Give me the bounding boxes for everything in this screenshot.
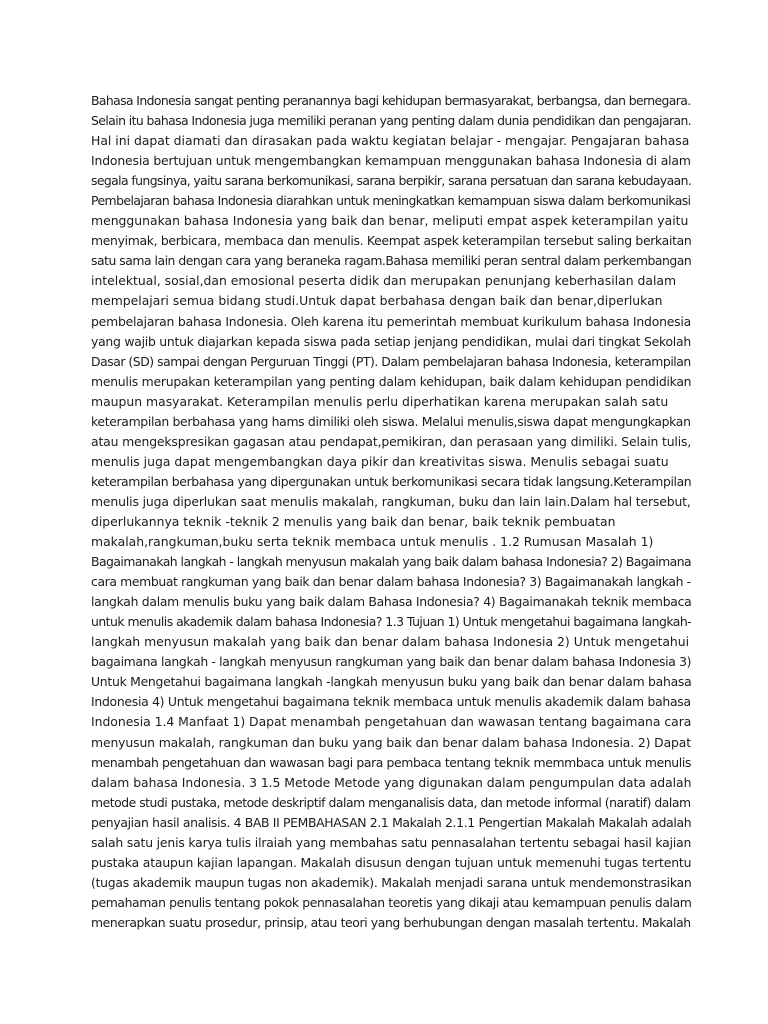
text-line: menulis merupakan keterampilan yang penting dalam kehidupan, baik dalam kehidupan pendidikan <box>91 373 691 389</box>
text-line: menyusun makalah, rangkuman dan buku yang baik dan benar dalam bahasa Indonesia. 2) Dapat <box>91 734 691 750</box>
text-line: menulis juga dapat mengembangkan daya pikir dan kreativitas siswa. Menulis sebagai suatu <box>91 453 669 469</box>
text-line: langkah menyusun makalah yang baik dan benar dalam bahasa Indonesia 2) Untuk mengetahui <box>91 634 690 650</box>
text-line: diperlukannya teknik -teknik 2 menulis yang baik dan benar, baik teknik pembuatan <box>91 513 616 529</box>
text-line: keterampilan berbahasa yang dipergunakan untuk berkomunikasi secara tidak langsung.Keterampilan <box>91 473 691 489</box>
text-line: menambah pengetahuan dan wawasan bagi para pembaca tentang teknik memmbaca untuk menulis <box>91 754 691 770</box>
text-line: (tugas akademik maupun tugas non akademik). Makalah menjadi sarana untuk mendemonstrasikan <box>91 874 691 890</box>
text-line: keterampilan berbahasa yang hams dimiliki oleh siswa. Melalui menulis,siswa dapat mengungkapkan <box>91 413 691 429</box>
text-line: Bagaimanakah langkah - langkah menyusun makalah yang baik dalam bahasa Indonesia? 2) Bagaimana <box>91 554 691 570</box>
text-line: Indonesia 1.4 Manfaat 1) Dapat menambah pengetahuan dan wawasan tentang bagaimana cara <box>91 714 691 730</box>
text-line: Dasar (SD) sampai dengan Perguruan Tinggi (PT). Dalam pembelajaran bahasa Indonesia, keterampilan <box>91 353 691 369</box>
text-line: Selain itu bahasa Indonesia juga memiliki peranan yang penting dalam dunia pendidikan dan pengajaran. <box>91 113 691 129</box>
text-line: atau mengekspresikan gagasan atau pendapat,pemikiran, dan perasaan yang dimiliki. Selain tulis, <box>91 433 691 449</box>
text-line: langkah dalam menulis buku yang baik dalam Bahasa Indonesia? 4) Bagaimanakah teknik membaca <box>91 594 691 610</box>
text-line: menggunakan bahasa Indonesia yang baik dan benar, meliputi empat aspek keterampilan yaitu <box>91 213 689 229</box>
text-line: Indonesia bertujuan untuk mengembangkan kemampuan menggunakan bahasa Indonesia di alam <box>91 153 691 169</box>
text-line: Hal ini dapat diamati dan dirasakan pada waktu kegiatan belajar - mengajar. Pengajaran bahasa <box>91 133 690 149</box>
text-line: metode studi pustaka, metode deskriptif dalam menganalisis data, dan metode informal (naratif) dalam <box>91 794 691 810</box>
text-line: untuk menulis akademik dalam bahasa Indonesia? 1.3 Tujuan 1) Untuk mengetahui bagaimana langkah- <box>91 614 691 630</box>
text-line: penyajian hasil analisis. 4 BAB II PEMBAHASAN 2.1 Makalah 2.1.1 Pengertian Makalah Makalah adalah <box>91 814 691 830</box>
text-line: Bahasa Indonesia sangat penting peranannya bagi kehidupan bermasyarakat, berbangsa, dan bernegara. <box>91 93 691 108</box>
text-line: menulis juga diperlukan saat menulis makalah, rangkuman, buku dan lain lain.Dalam hal tersebut, <box>91 493 691 509</box>
text-line: Pembelajaran bahasa Indonesia diarahkan untuk meningkatkan kemampuan siswa dalam berkomunikasi <box>91 193 691 209</box>
text-line: Indonesia 4) Untuk mengetahui bagaimana teknik membaca untuk menulis akademik dalam bahasa <box>91 694 691 710</box>
text-line: bagaimana langkah - langkah menyusun rangkuman yang baik dan benar dalam bahasa Indonesia 3) <box>91 654 691 670</box>
text-line: mempelajari semua bidang studi.Untuk dapat berbahasa dengan baik dan benar,diperlukan <box>91 293 663 309</box>
text-line: menerapkan suatu prosedur, prinsip, atau teori yang berhubungan dengan masalah tertentu. Makalah <box>91 914 691 930</box>
text-line: menyimak, berbicara, membaca dan menulis. Keempat aspek keterampilan tersebut saling berkaitan <box>91 233 691 249</box>
text-line: dalam bahasa Indonesia. 3 1.5 Metode Metode yang digunakan dalam pengumpulan data adalah <box>91 774 691 790</box>
text-line: pembelajaran bahasa Indonesia. Oleh karena itu pemerintah membuat kurikulum bahasa Indonesia <box>91 313 691 329</box>
text-line: yang wajib untuk diajarkan kepada siswa pada setiap jenjang pendidikan, mulai dari tingkat Sekolah <box>91 333 691 349</box>
document-body-text <box>91 91 691 933</box>
text-line: salah satu jenis karya tulis ilraiah yang membahas satu pennasalahan tertentu sebagai hasil kajian <box>91 834 691 850</box>
text-line: pemahaman penulis tentang pokok pennasalahan teoretis yang dikaji atau kemampuan penulis dalam <box>91 894 691 910</box>
text-line: satu sama lain dengan cara yang beraneka ragam.Bahasa memiliki peran sentral dalam perkembangan <box>91 253 691 269</box>
text-line: intelektual, sosial,dan emosional peserta didik dan merupakan penunjang keberhasilan dalam <box>91 273 677 289</box>
text-line: segala fungsinya, yaitu sarana berkomunikasi, sarana berpikir, sarana persatuan dan sarana kebudayaan. <box>91 173 691 189</box>
text-line: pustaka ataupun kajian lapangan. Makalah disusun dengan tujuan untuk memenuhi tugas tertentu <box>91 854 691 870</box>
text-line: makalah,rangkuman,buku serta teknik membaca untuk menulis . 1.2 Rumusan Masalah 1) <box>91 534 654 550</box>
text-line: cara membuat rangkuman yang baik dan benar dalam bahasa Indonesia? 3) Bagaimanakah langkah - <box>91 574 691 590</box>
text-line: maupun masyarakat. Keterampilan menulis perlu diperhatikan karena merupakan salah satu <box>91 393 669 409</box>
text-line: Untuk Mengetahui bagaimana langkah -langkah menyusun buku yang baik dan benar dalam bahasa <box>91 674 691 690</box>
